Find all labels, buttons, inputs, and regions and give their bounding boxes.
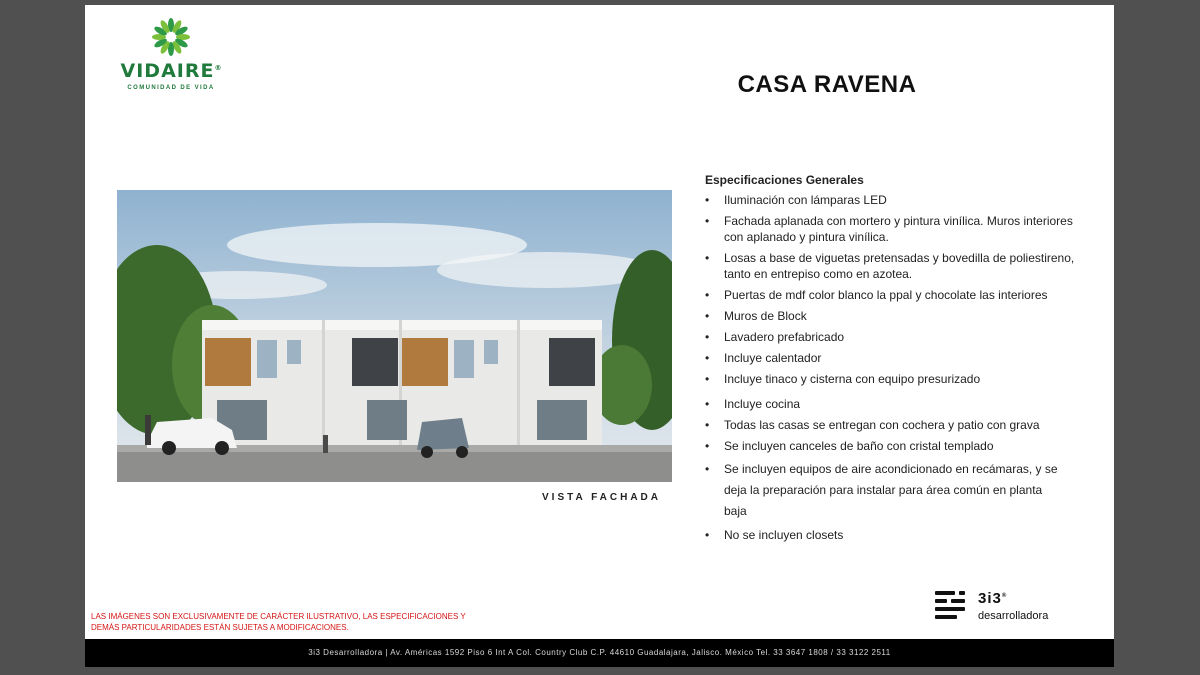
developer-logo: [935, 590, 1065, 630]
specs-list: [705, 192, 1090, 543]
specs-section: [705, 173, 1090, 548]
spec-item-line: baja: [724, 504, 747, 518]
logo-wordmark: VIDAIRE®: [120, 60, 222, 82]
developer-name: 3i3®: [978, 590, 1008, 607]
footer-contact: 3i3 Desarrolladora | Av. Américas 1592 Piso 6 Int A Col. Country Club C.P. 44610 Guadalajara, Jalisco. México Tel. 33 3647 1808 / 33 3122 2511: [85, 639, 1114, 667]
spec-item: • Incluye tinaco y cisterna con equipo presurizado: [705, 371, 1090, 387]
developer-subtitle: desarrolladora: [978, 610, 1049, 622]
vidaire-logo: [119, 17, 223, 99]
spec-item: • Iluminación con lámparas LED: [705, 192, 1090, 208]
spec-item: • Puertas de mdf color blanco la ppal y chocolate las interiores: [705, 287, 1090, 303]
bars-icon: [935, 591, 965, 621]
disclaimer-text: LAS IMÁGENES SON EXCLUSIVAMENTE DE CARÁCTER ILUSTRATIVO, LAS ESPECIFICACIONES Y DEMÁS PARTICULARIDADES ESTÁN SUJETAS A MODIFICACIONES.: [91, 612, 466, 632]
slide: [85, 5, 1114, 667]
leaf-rosette-icon: [151, 17, 191, 57]
spec-item-line: Se incluyen equipos de aire acondicionado en recámaras, y se: [724, 462, 1058, 476]
logo-tagline: COMUNIDAD DE VIDA: [127, 85, 215, 91]
spec-item: • Todas las casas se entregan con cochera y patio con grava: [705, 417, 1090, 433]
spec-item: • Se incluyen canceles de baño con cristal templado: [705, 438, 1090, 454]
specs-heading: Especificaciones Generales: [705, 173, 864, 187]
page-title: CASA RAVENA: [737, 71, 917, 98]
spec-item: • Incluye cocina: [705, 396, 1090, 412]
image-caption: VISTA FACHADA: [542, 492, 661, 503]
spec-item: • Fachada aplanada con mortero y pintura vinílica. Muros interiores con aplanado y pintura vinílica.: [705, 213, 1090, 245]
spec-item: • Losas a base de viguetas pretensadas y bovedilla de poliestireno, tanto en entrepiso como en azotea.: [705, 250, 1090, 282]
spec-item-line: deja la preparación para instalar para área común en planta: [724, 483, 1043, 497]
spec-item: • No se incluyen closets: [705, 527, 1090, 543]
spec-item: • Incluye calentador: [705, 350, 1090, 366]
spec-item-multiline: [705, 459, 1090, 522]
spec-item: • Lavadero prefabricado: [705, 329, 1090, 345]
facade-render-image: [117, 190, 672, 482]
spec-item: • Muros de Block: [705, 308, 1090, 324]
